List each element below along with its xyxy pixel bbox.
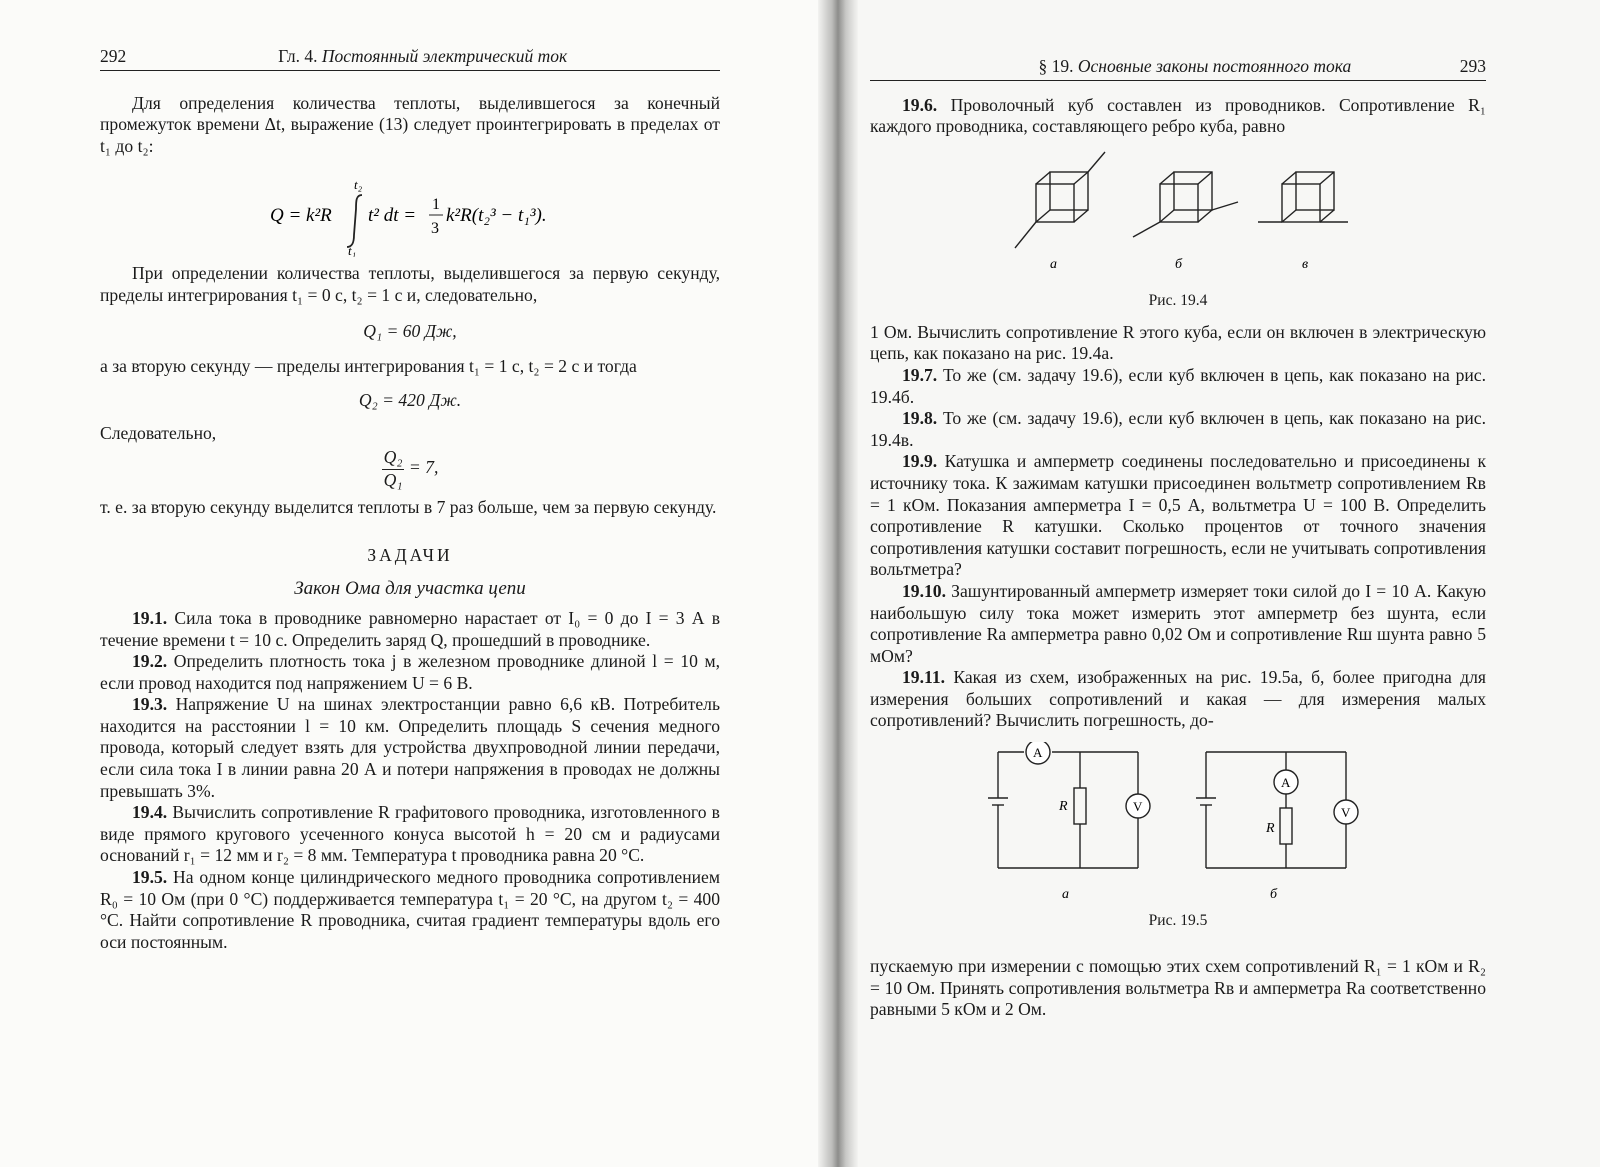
- problem-number: 19.4.: [132, 802, 168, 823]
- left-page-number: 292: [100, 46, 127, 66]
- ratio-fraction: [382, 447, 405, 491]
- problem-number: 19.8.: [902, 408, 938, 429]
- problem-text: Катушка и амперметр соединены последовательно и присоединены к источнику тока. К зажимам катушки присоединен вольтметр сопротивлением Rв = 1 кОм. Показания амперметра I = 0,5 А, вольтметра U = 100 В. Определить сопротивление R катушки. Сколько процентов от точного значения сопротивления катушки составит погрешность, если не учитывать сопротивления вольтметра?: [870, 451, 1486, 580]
- paragraph: Следовательно,: [100, 423, 217, 444]
- ratio-denominator: Q₁: [383, 469, 403, 490]
- problem: [870, 581, 1486, 667]
- problem-text: Вычислить сопротивление R графитового проводника, изготовленного в виде прямого кругового усеченного конуса высотой h = 20 см и радиусами оснований r₁ = 12 мм и r₂ = 8 мм. Температура t проводника равна 20 °С.: [100, 802, 720, 866]
- problem: [100, 802, 720, 867]
- frac-num: 1: [432, 196, 440, 214]
- left-page-column: [100, 46, 720, 953]
- section-heading: ЗАДАЧИ: [367, 544, 453, 565]
- lower-limit: t₁: [348, 243, 357, 258]
- voltmeter-symbol: V: [1133, 799, 1143, 815]
- formula-integrand: t² dt =: [368, 205, 417, 227]
- formula-lhs: Q = k²R: [270, 205, 332, 227]
- problem: [870, 95, 1486, 138]
- problem-number: 19.9.: [902, 451, 938, 472]
- problem-number: 19.3.: [132, 694, 168, 715]
- figure-19-4: [870, 138, 1486, 310]
- problem-text: Какая из схем, изображенных на рис. 19.5а, б, более пригодна для измерения больших сопротивлений и какая — для измерения малых сопротивлений? Вычислить погрешность, до-: [870, 667, 1486, 731]
- problem-text: Проволочный куб составлен из проводников. Сопротивление R₁ каждого проводника, составляющего ребро куба, равно: [870, 94, 1486, 137]
- fig-label-c: в: [1302, 256, 1309, 272]
- paragraph: пускаемую при измерении с помощью этих схем сопротивлений R₁ = 1 кОм и R₂ = 10 Ом. Принять сопротивления вольтметра Rв и амперметра Rа соответственно равными 5 кОм и 2 Ом.: [870, 956, 1486, 1020]
- problem-text: На одном конце цилиндрического медного проводника сопротивлением R₀ = 10 Ом (при 0 °С) поддерживается температура t₁ = 20 °С, на другом t₂ = 400 °С. Найти сопротивление R проводника, считая градиент температуры вдоль его оси постоянным.: [100, 867, 720, 952]
- problem-number: 19.6.: [902, 94, 938, 115]
- problem-text: Сила тока в проводнике равномерно нарастает от I₀ = 0 до I = 3 А в течение времени t = 10 с. Определить заряд Q, прошедший в проводнике.: [100, 607, 720, 650]
- left-running-head: [100, 46, 720, 71]
- problem-number: 19.2.: [132, 651, 168, 672]
- problem: [100, 608, 720, 651]
- chapter-title: Постоянный электрический ток: [321, 46, 568, 66]
- ratio-numerator: Q₂: [382, 447, 405, 470]
- problem-number: 19.1.: [132, 607, 168, 628]
- problem: [870, 451, 1486, 581]
- right-page-column: [870, 56, 1486, 1021]
- figure-caption: Рис. 19.4: [1148, 291, 1208, 309]
- cube-a: [1015, 152, 1105, 248]
- ammeter-symbol: A: [1281, 775, 1291, 791]
- problem-text: Зашунтированный амперметр измеряет токи силой до I = 10 А. Какую наибольшую силу тока может измерить этот амперметр без шунта, если сопротивление Rа амперметра равно 0,02 Ом и сопротивление Rш шунта равно 5 мОм?: [870, 580, 1486, 666]
- fig-label-a: а: [1062, 887, 1069, 903]
- cube-b: [1133, 172, 1238, 237]
- problem: [100, 867, 720, 953]
- subsection-heading: Закон Ома для участка цепи: [294, 578, 526, 600]
- section-label: § 19.: [1038, 56, 1074, 76]
- cube-diagrams: [870, 138, 1486, 288]
- problem: [100, 651, 720, 694]
- formula-rhs: k²R(t₂³ − t₁³).: [446, 205, 547, 227]
- problem: [870, 408, 1486, 451]
- problem-number: 19.10.: [902, 580, 946, 601]
- problem-number: 19.5.: [132, 867, 168, 888]
- upper-limit: t₂: [354, 177, 363, 193]
- circuit-b: [1196, 752, 1346, 868]
- problem-text: Напряжение U на шинах электростанции равно 6,6 кВ. Потребитель находится на расстоянии l = 10 км. Определить площадь S сечения медного провода, который следует взять для устройства двухпроводной линии передачи, если сила тока I в линии равна 20 А и потери напряжения в проводах не должны превышать 3%.: [100, 694, 720, 801]
- paragraph: 1 Ом. Вычислить сопротивление R этого куба, если он включен в электрическую цепь, как показано на рис. 19.4а.: [870, 321, 1486, 364]
- figure-caption: Рис. 19.5: [1148, 912, 1208, 930]
- resistor-label: R: [1266, 821, 1275, 837]
- problem-number: 19.11.: [902, 667, 946, 688]
- left-running-title: [278, 46, 567, 68]
- integral-formula-svg: [100, 165, 720, 257]
- fig-label-b: б: [1175, 256, 1183, 272]
- right-running-head: [870, 56, 1486, 81]
- formula-q2: Q₂ = 420 Дж.: [358, 389, 462, 410]
- chapter-label: Гл. 4.: [278, 46, 318, 66]
- problem-text: То же (см. задачу 19.6), если куб включен в цепь, как показано на рис. 19.4в.: [870, 408, 1487, 450]
- resistor-label: R: [1059, 799, 1068, 815]
- paragraph: Для определения количества теплоты, выделившегося за конечный промежуток времени Δt, выражение (13) следует проинтегрировать в пределах от t₁ до t₂:: [100, 92, 720, 156]
- fig-label-a: а: [1050, 256, 1057, 272]
- voltmeter-symbol: V: [1341, 805, 1351, 821]
- fig-label-b: б: [1270, 887, 1278, 903]
- problem: [870, 667, 1486, 732]
- paragraph: При определении количества теплоты, выделившегося за первую секунду, пределы интегрирования t₁ = 0 с, t₂ = 1 с и, следовательно,: [100, 263, 720, 305]
- integral-sign: [347, 195, 362, 247]
- problem-text: То же (см. задачу 19.6), если куб включен в цепь, как показано на рис. 19.4б.: [870, 364, 1487, 407]
- book-gutter: [818, 0, 858, 1167]
- problem-number: 19.7.: [902, 364, 938, 385]
- frac-den: 3: [431, 220, 439, 238]
- right-page-number: 293: [1459, 56, 1486, 76]
- circuit-diagrams: [870, 742, 1486, 908]
- problem: [100, 694, 720, 802]
- integral-formula: [100, 165, 720, 257]
- right-running-title: [1038, 56, 1351, 78]
- problem-text: Определить плотность тока j в железном проводнике длиной l = 10 м, если провод находится под напряжением U = 6 В.: [100, 651, 720, 693]
- section-title: Основные законы постоянного тока: [1077, 56, 1352, 76]
- problem: [870, 365, 1486, 408]
- figure-19-5: [870, 742, 1486, 930]
- formula-q1: Q₁ = 60 Дж,: [363, 320, 457, 341]
- ratio-rhs: = 7,: [408, 457, 439, 478]
- paragraph: т. е. за вторую секунду выделится теплоты в 7 раз больше, чем за первую секунду.: [100, 497, 717, 518]
- paragraph: а за вторую секунду — пределы интегрирования t₁ = 1 с, t₂ = 2 с и тогда: [100, 356, 637, 377]
- ammeter-symbol: A: [1033, 745, 1043, 761]
- ratio-formula: [100, 447, 720, 491]
- cube-c: [1258, 172, 1348, 222]
